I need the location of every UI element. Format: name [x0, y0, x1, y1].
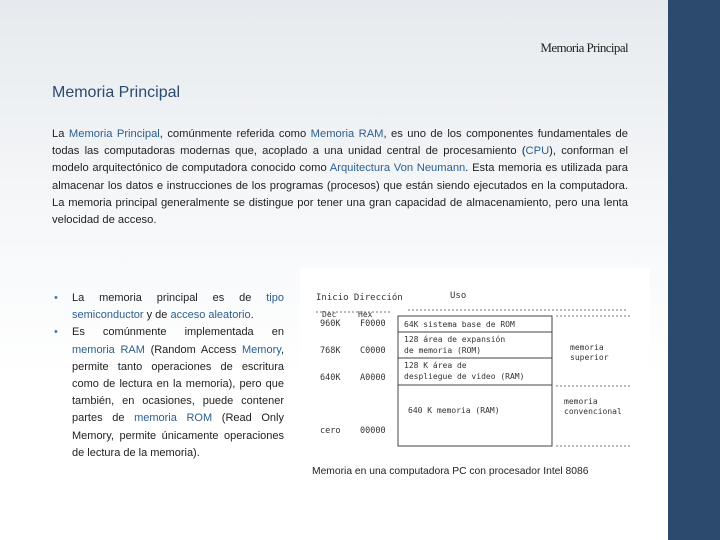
- side-label-lower: convencional: [564, 407, 622, 416]
- col-dec-label: Dec: [322, 310, 337, 319]
- col-inicio-label: Inicio Dirección: [316, 293, 403, 303]
- bullet-dot-icon: •: [54, 326, 58, 339]
- body-text: , comúnmente referida como: [159, 128, 311, 140]
- block-rom-base: 64K sistema base de ROM: [404, 320, 515, 329]
- row-dec: cero: [320, 426, 341, 436]
- body-text: ), conforman el modelo arquitectónico de computadora conocido como: [52, 145, 628, 175]
- block-line: de memoria (ROM): [404, 346, 482, 355]
- body-text: y de: [143, 309, 171, 322]
- col-uso-label: Uso: [450, 291, 467, 301]
- bullet-dot-icon: •: [54, 292, 58, 304]
- body-text: . Esta memoria es utilizada para almacenar los datos e instrucciones de los programas (procesos) que están siendo ejecutados en la computadora. La memoria principal generalmente se distingue por tener una gran capacidad de almacenamiento, pero una lenta velocidad de acceso.: [52, 162, 628, 227]
- side-label-lower: memoria: [564, 397, 598, 406]
- highlighted-term: Memoria RAM: [310, 128, 384, 140]
- row-hex: 00000: [360, 426, 386, 436]
- memory-map-diagram: [300, 268, 650, 466]
- col-hex-label: Hex: [358, 310, 373, 319]
- block-line: 128 área de expansión: [404, 335, 506, 344]
- highlighted-term: memoria ROM: [134, 412, 213, 425]
- row-hex: A0000: [360, 373, 386, 383]
- block-line: despliegue de video (RAM): [404, 372, 525, 381]
- row-dec: 960K: [320, 319, 341, 329]
- highlighted-term: acceso aleatorio: [170, 309, 251, 322]
- bullet-list: [52, 290, 284, 462]
- highlighted-term: Memoria Principal: [68, 128, 160, 140]
- highlighted-term: memoria RAM: [72, 343, 145, 356]
- block-line: 128 K área de: [404, 361, 467, 370]
- figure-caption: Memoria en una computadora PC con procesador Intel 8086: [312, 466, 589, 477]
- row-dec: 768K: [320, 346, 341, 356]
- body-text: La memoria principal es de: [72, 292, 267, 304]
- side-label-upper: memoria: [570, 343, 604, 352]
- highlighted-term: CPU: [525, 145, 550, 158]
- body-text: .: [250, 309, 254, 322]
- block-video: [404, 361, 524, 381]
- highlighted-term: Arquitectura Von Neumann: [329, 162, 466, 175]
- bullet-item: [52, 290, 284, 324]
- bullet-item: [52, 324, 284, 462]
- memory-map-figure: [300, 268, 650, 490]
- body-text: (Read Only Memory, permite únicamente operaciones de lectura de la memoria).: [72, 412, 284, 459]
- highlighted-term: Memory: [242, 343, 281, 356]
- block-conventional: 640 K memoria (RAM): [408, 406, 500, 415]
- row-hex: C0000: [360, 346, 386, 356]
- highlighted-term: tipo semiconductor: [72, 292, 284, 322]
- body-text: , es uno de los componentes fundamentales de todas las computadoras modernas que, acoplado a una unidad central de procesamiento (: [52, 128, 628, 158]
- side-label-upper: superior: [570, 353, 609, 362]
- page-title: Memoria Principal: [52, 84, 181, 101]
- row-dec: 640K: [320, 373, 341, 383]
- row-hex: F0000: [360, 319, 386, 329]
- header-title: Memoria Principal: [540, 40, 628, 55]
- body-text: Es comúnmente implementada en: [72, 326, 284, 339]
- intro-paragraph: [52, 126, 628, 229]
- body-text: , permite tanto operaciones de escritura como de lectura en la memoria), pero que también, en ocasiones, puede contener partes de: [72, 343, 284, 425]
- body-text: (Random Access: [144, 343, 243, 356]
- block-rom-expansion: [404, 334, 510, 355]
- side-accent-bar: [668, 0, 720, 540]
- body-text: La: [52, 128, 69, 140]
